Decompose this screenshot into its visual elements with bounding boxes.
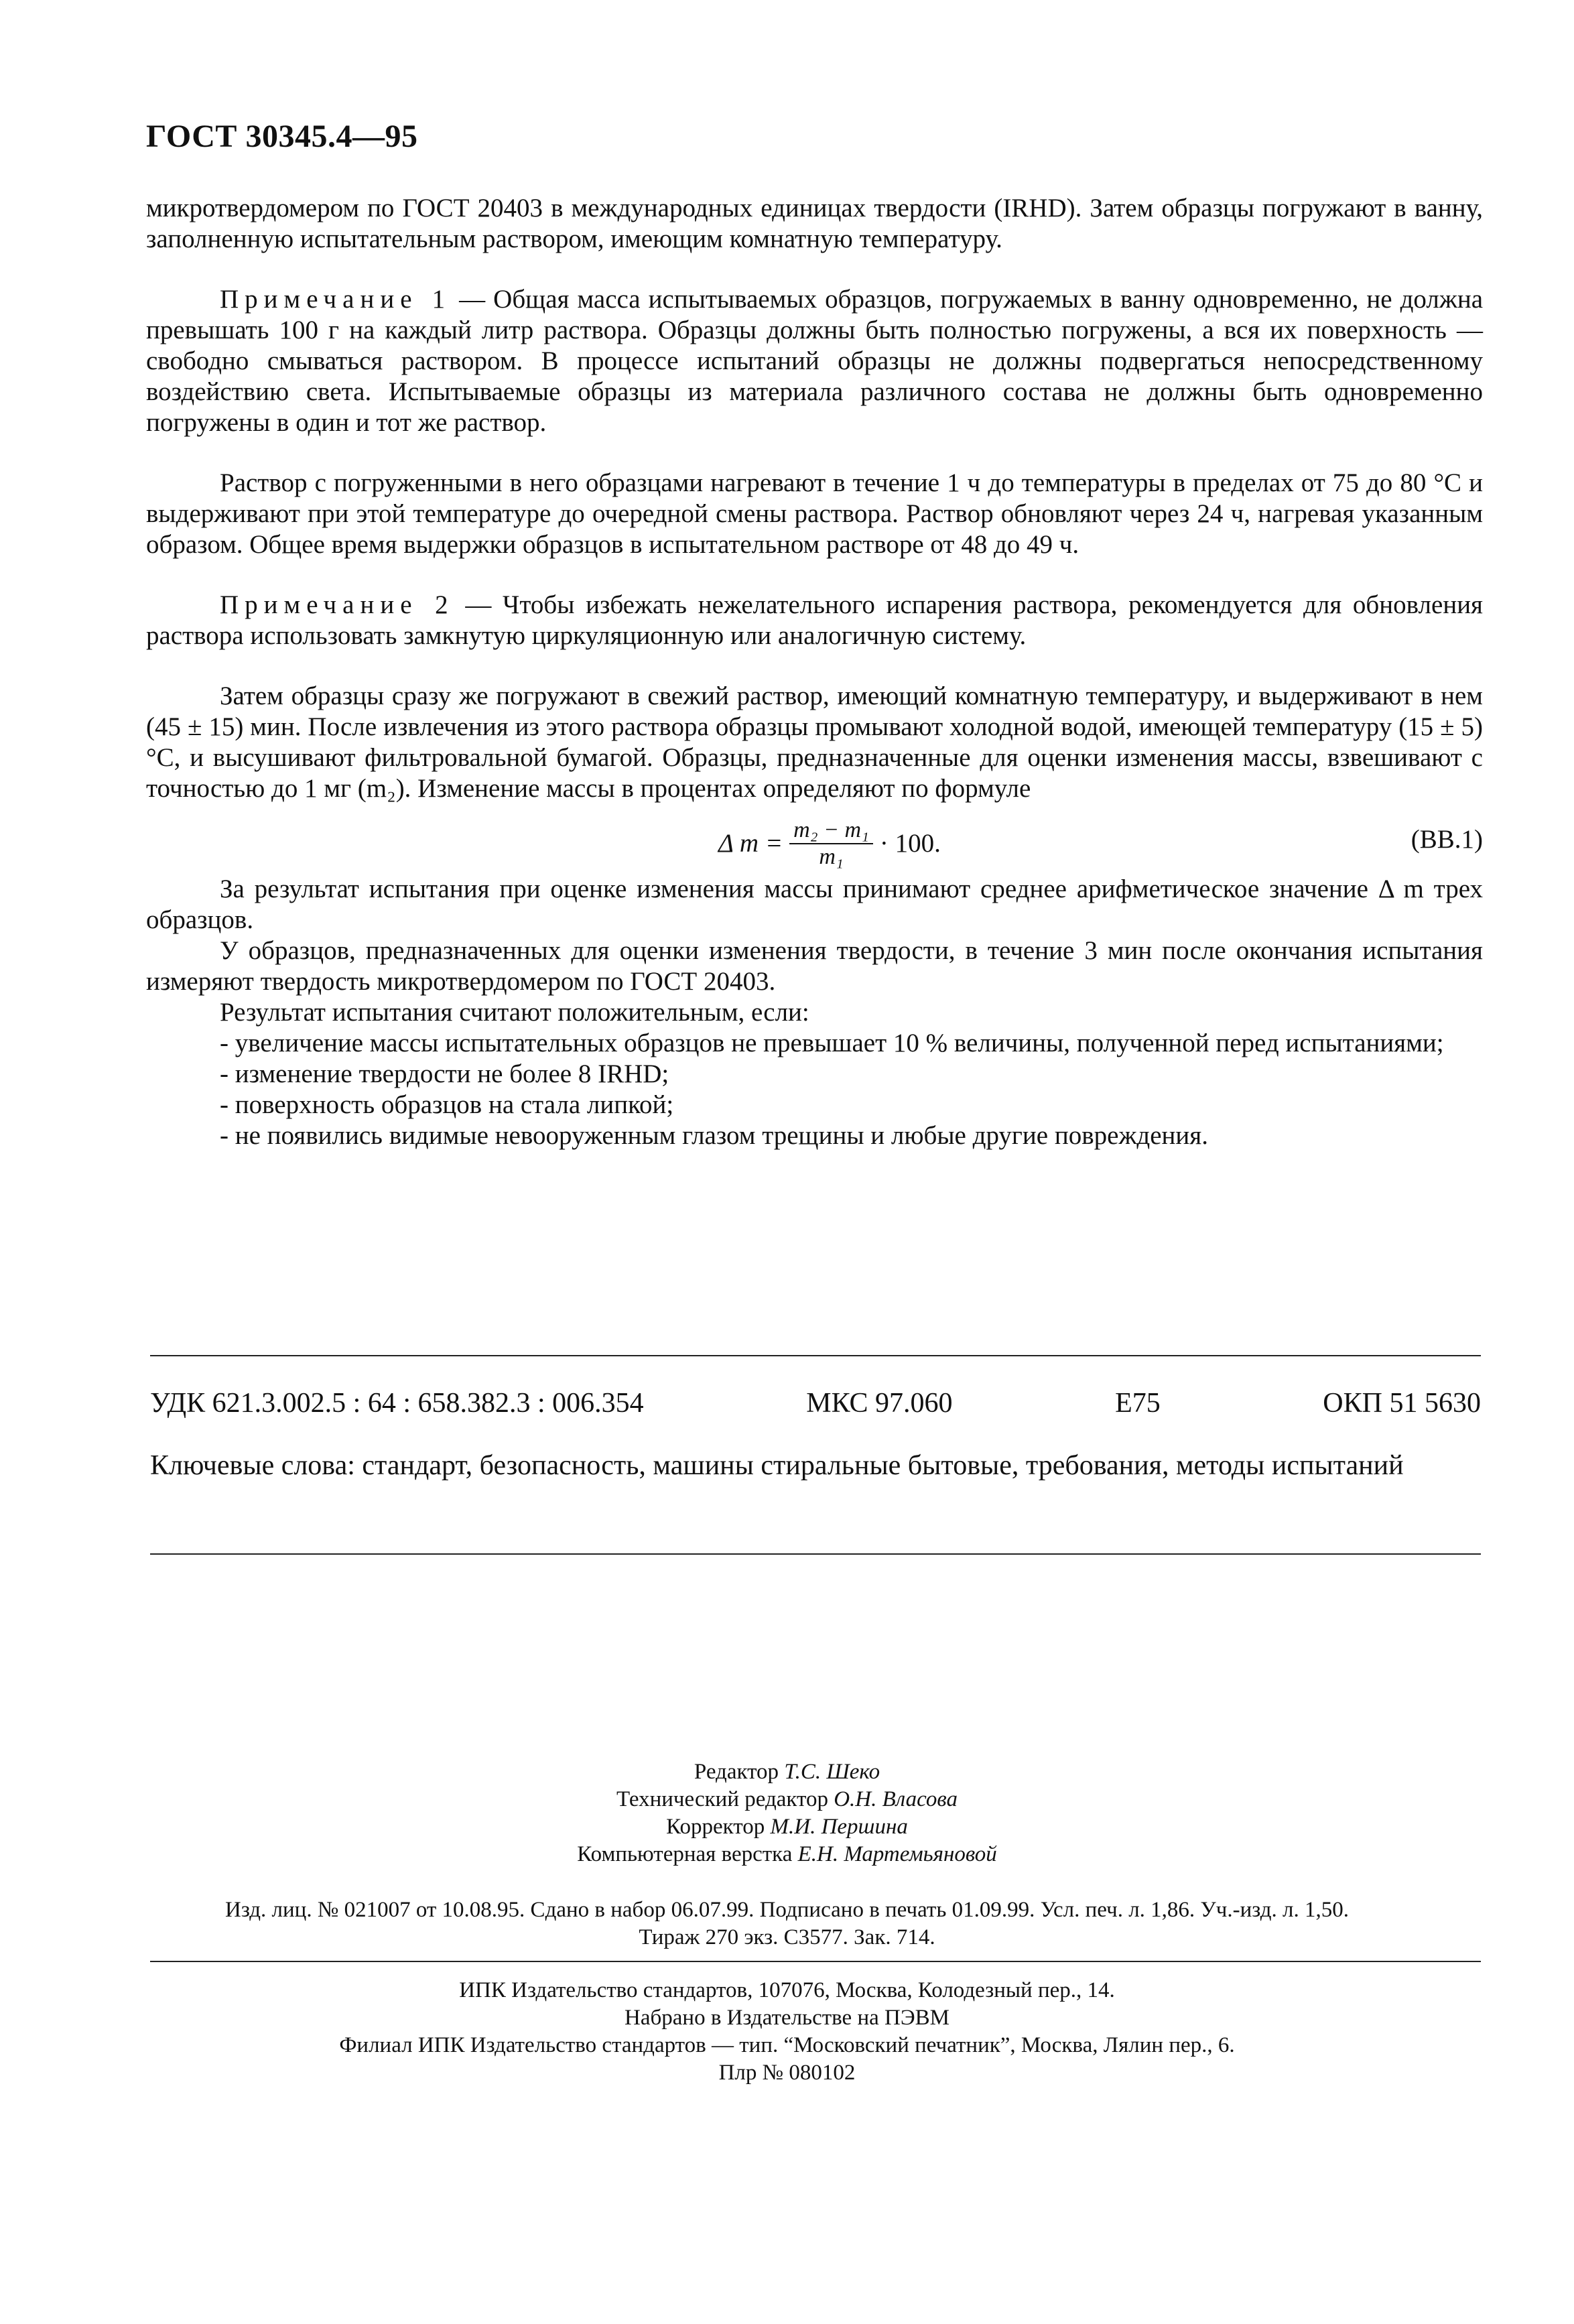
paragraph-heating: Раствор с погруженными в него образцами нагревают в течение 1 ч до температуры в пределах от 75 до 80 °С и выдерживают при этой температуре до очередной смены раствора. Раствор обновляют через 24 ч, нагревая указанным образом. Общее время выдержки образцов в испытательном растворе от 48 до 49 ч. (146, 468, 1483, 559)
credit-layout: Компьютерная верстка Е.Н. Мартемьяновой (577, 1842, 997, 1866)
note-1-text: — Общая масса испытываемых образцов, погружаемых в ванну одновременно, не должна превышать 100 г на каждый литр раствора. Образцы должны быть полностью погружены, а вся их поверхность — свободно смываться раствором. В процессе испытаний образцы не должны подвергаться непосредственному воздействию света. Испытываемые образцы из материала различного состава не должны быть одновременно погружены в один и тот же раствор. (146, 285, 1484, 437)
body-text (146, 193, 1483, 1151)
formula-bb1 (146, 810, 1483, 874)
imprint-line: Изд. лиц. № 021007 от 10.08.95. Сдано в набор 06.07.99. Подписано в печать 01.09.99. Усл. печ. л. 1,86. Уч.-изд. л. 1,50. (224, 1898, 1349, 1922)
standard-header: ГОСТ 30345.4—95 (146, 119, 418, 154)
paragraph-criteria-intro: Результат испытания считают положительным, если: (220, 998, 809, 1027)
note-2-label: Примечание 2 (220, 590, 454, 619)
classification-row (150, 1387, 1481, 1419)
note-2 (146, 590, 1483, 651)
paragraph-intro: микротвердомером по ГОСТ 20403 в международных единицах твердости (IRHD). Затем образцы погружают в ванну, заполненную испытательным раствором, имеющим комнатную температуру. (146, 194, 1483, 253)
formula-fraction (789, 818, 873, 870)
credit-tech-editor: Технический редактор О.Н. Власова (616, 1787, 958, 1811)
list-item: - не появились видимые невооруженным глазом трещины и любые другие повреждения. (220, 1121, 1208, 1150)
formula-lhs: Δ m = (718, 829, 783, 858)
note-1 (146, 284, 1483, 438)
mks-code: МКС 97.060 (806, 1388, 953, 1419)
imprint-line: Тираж 270 экз. С3577. Зак. 714. (639, 1925, 935, 1949)
list-item: - изменение твердости не более 8 IRHD; (220, 1059, 669, 1088)
keywords: Ключевые слова: стандарт, безопасность, машины стиральные бытовые, требования, методы испытаний (150, 1450, 1404, 1481)
note-2-text: — Чтобы избежать нежелательного испарения раствора, рекомендуется для обновления раствора использовать замкнутую циркуляционную или аналогичную систему. (146, 590, 1483, 650)
group-code: Е75 (1115, 1388, 1161, 1419)
formula-number: (ВВ.1) (1411, 825, 1483, 854)
publisher-block (0, 1977, 1574, 2087)
formula-denominator: m₁ (819, 844, 844, 869)
imprint-block (0, 1896, 1574, 1951)
list-item: - поверхность образцов на стала липкой; (220, 1090, 674, 1119)
credit-corrector: Корректор М.И. Першина (666, 1815, 908, 1839)
paragraph-result-mass: За результат испытания при оценке изменения массы принимают среднее арифметическое значение Δ m трех образцов. (146, 875, 1483, 934)
formula-numerator: m₂ − m₁ (789, 818, 873, 844)
paragraph-result-hardness: У образцов, предназначенных для оценки изменения твердости, в течение 3 мин после окончания испытания измеряют твердость микротвердомером по ГОСТ 20403. (146, 936, 1483, 996)
note-1-label: Примечание 1 (220, 285, 452, 314)
divider-imprint (150, 1961, 1481, 1962)
publisher-line: ИПК Издательство стандартов, 107076, Москва, Колодезный пер., 14. (459, 1978, 1115, 2002)
credit-editor: Редактор Т.С. Шеко (694, 1760, 880, 1784)
publisher-line: Филиал ИПК Издательство стандартов — тип. “Московский печатник”, Москва, Лялин пер., 6. (339, 2033, 1235, 2057)
udk-code: УДК 621.3.002.5 : 64 : 658.382.3 : 006.354 (150, 1388, 644, 1419)
criteria-list (146, 1028, 1483, 1151)
divider-bottom (150, 1553, 1481, 1555)
formula (718, 818, 941, 870)
paragraph-rinse: Затем образцы сразу же погружают в свежий раствор, имеющий комнатную температуру, и выдерживают в нем (45 ± 15) мин. После извлечения из этого раствора образцы промывают холодной водой, имеющей температуру (15 ± 5) °С, и высушивают фильтровальной бумагой. Образцы, предназначенные для оценки изменения массы, взвешивают с точностью до 1 мг (m₂). Изменение массы в процентах определяют по формуле (146, 682, 1483, 803)
okp-code: ОКП 51 5630 (1323, 1388, 1481, 1419)
publisher-line: Набрано в Издательстве на ПЭВМ (625, 2006, 949, 2030)
credits-block (0, 1758, 1574, 1868)
publisher-line: Плр № 080102 (718, 2061, 856, 2085)
list-item: - увеличение массы испытательных образцов не превышает 10 % величины, полученной перед испытаниями; (220, 1029, 1444, 1057)
formula-rhs: · 100. (879, 829, 941, 858)
divider-top (150, 1355, 1481, 1356)
